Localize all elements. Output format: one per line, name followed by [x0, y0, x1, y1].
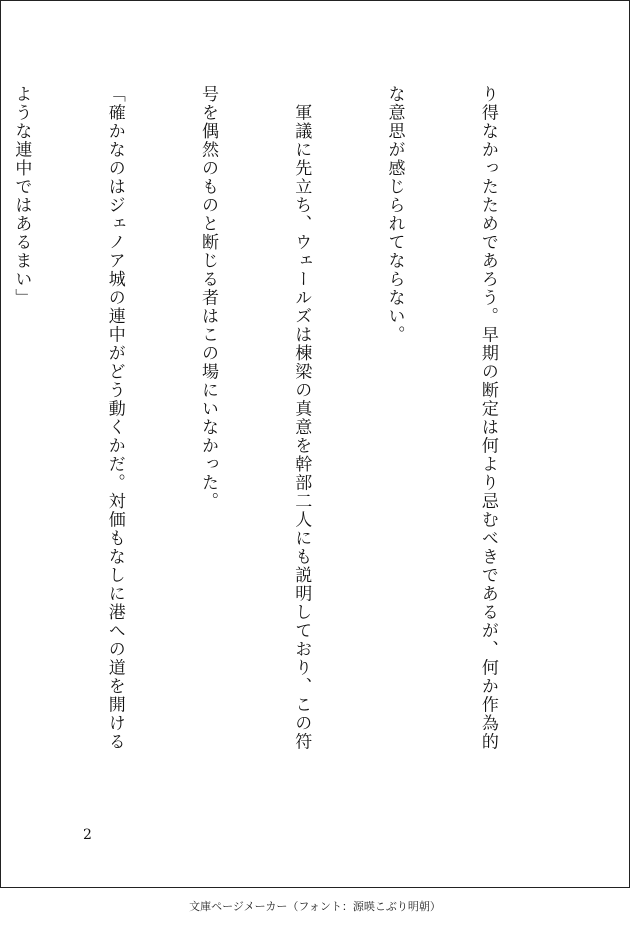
page-number: 2: [83, 827, 92, 843]
text-line: な意思が感じられてならない。: [384, 85, 405, 344]
vertical-text-body: [0, 85, 565, 805]
text-line: ような連中ではあるまい」: [11, 85, 32, 307]
text-line: 号を偶然のものと断じる者はこの場にいなかった。: [197, 85, 218, 511]
text-line: り得なかったためであろう。早期の断定は何より忌むべきであるが、何か作為的: [477, 85, 498, 751]
text-line: 軍議に先立ち、ウェールズは棟梁の真意を幹部二人にも説明しており、この符: [291, 85, 312, 751]
text-line: 「確かなのはジェノア城の連中がどう動くかだ。対価もなしに港への道を開ける: [104, 85, 125, 751]
footer-caption: 文庫ページメーカー（フォント：源暎こぶり明朝）: [189, 900, 441, 913]
